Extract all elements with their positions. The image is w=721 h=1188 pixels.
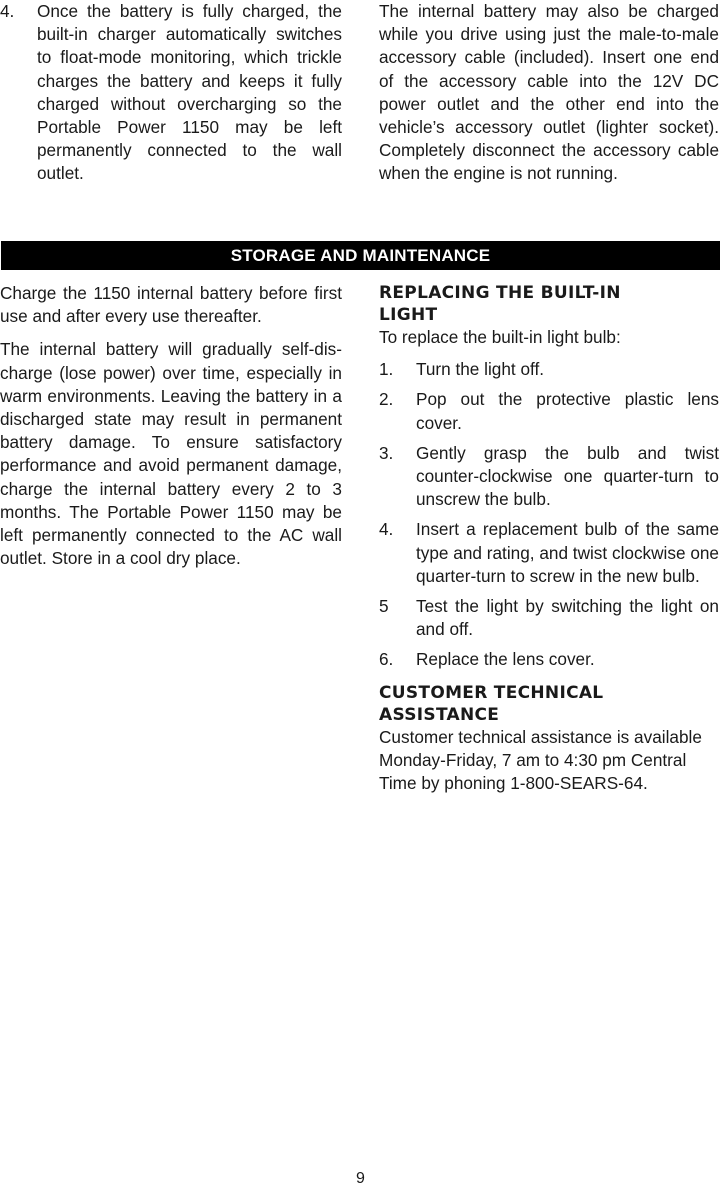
step-text: Gently grasp the bulb and twist counter-clockwise one quarter-turn to unscrew the bulb. (416, 442, 719, 510)
step-number: 6. (379, 649, 394, 670)
step-text: Once the battery is fully charged, the built-in charger automatically switches to float-mode monitoring, which trickle charges the battery and keeps it fully charged without overcharging so the Portable Power 1150 may be left permanently connected to the wall outlet. (37, 1, 342, 184)
vehicle-charging-paragraph: The internal battery may also be charged while you drive using just the male-to-male accessory cable (included). Insert one end of the accessory cable into the 12V DC power outlet and the other end into the vehicle’s accessory outlet (lighter socket). Completely disconnect the accessory cable when the engine is not running. (379, 1, 719, 184)
replacing-intro: To replace the built-in light bulb: (379, 327, 621, 347)
charging-steps-continued (0, 0, 342, 186)
replacement-step (379, 518, 719, 588)
charging-step-4 (0, 0, 342, 186)
step-number: 4. (0, 1, 15, 21)
replacement-step (379, 358, 719, 381)
step-number: 2. (379, 389, 394, 410)
customer-assistance-text: Customer technical assistance is available Monday-Friday, 7 am to 4:30 pm Central Time by phoning 1-800-SEARS-64. (379, 726, 702, 794)
customer-assistance-heading (379, 682, 719, 726)
step-text: Test the light by switching the light on and off. (416, 596, 719, 640)
replacing-light-section (379, 282, 719, 795)
replacement-step (379, 442, 719, 512)
replacement-step (379, 648, 719, 671)
replacing-heading-line1: REPLACING THE BUILT-IN (379, 283, 621, 303)
customer-heading-line2: ASSISTANCE (379, 704, 500, 725)
replacement-step (379, 388, 719, 434)
step-text: Turn the light off. (416, 359, 545, 380)
customer-heading-line1: CUSTOMER TECHNICAL (379, 682, 604, 703)
step-number: 4. (379, 519, 394, 540)
step-number: 3. (379, 442, 394, 463)
vehicle-charging-section (379, 0, 719, 186)
step-number: 1. (379, 359, 394, 380)
replacing-heading-line2: LIGHT (379, 305, 438, 325)
storage-section (0, 282, 342, 570)
step-text: Pop out the protective plastic lens cover. (416, 389, 719, 433)
step-text: Insert a replacement bulb of the same type and rating, and twist clockwise one quarter-turn to screw in the new bulb. (416, 519, 719, 586)
step-text: Replace the lens cover. (416, 649, 595, 670)
storage-paragraph-1: Charge the 1150 internal battery before first use and after every use thereafter. (0, 283, 342, 327)
section-banner-storage-maintenance: STORAGE AND MAINTENANCE (1, 241, 720, 270)
step-number: 5 (379, 596, 389, 617)
page-number: 9 (356, 1170, 365, 1187)
replacement-steps-list (379, 358, 719, 671)
replacement-step (379, 595, 719, 641)
replacing-light-heading (379, 282, 719, 326)
storage-paragraph-2: The internal battery will gradually self-discharge (lose power) over time, especially in warm environments. Leaving the battery in a discharged state may result in permanent battery damage. To ensure satisfactory performance and avoid permanent damage, charge the internal battery every 2 to 3 months. The Portable Power 1150 may be left permanently connected to the AC wall outlet. Store in a cool dry place. (0, 339, 342, 569)
